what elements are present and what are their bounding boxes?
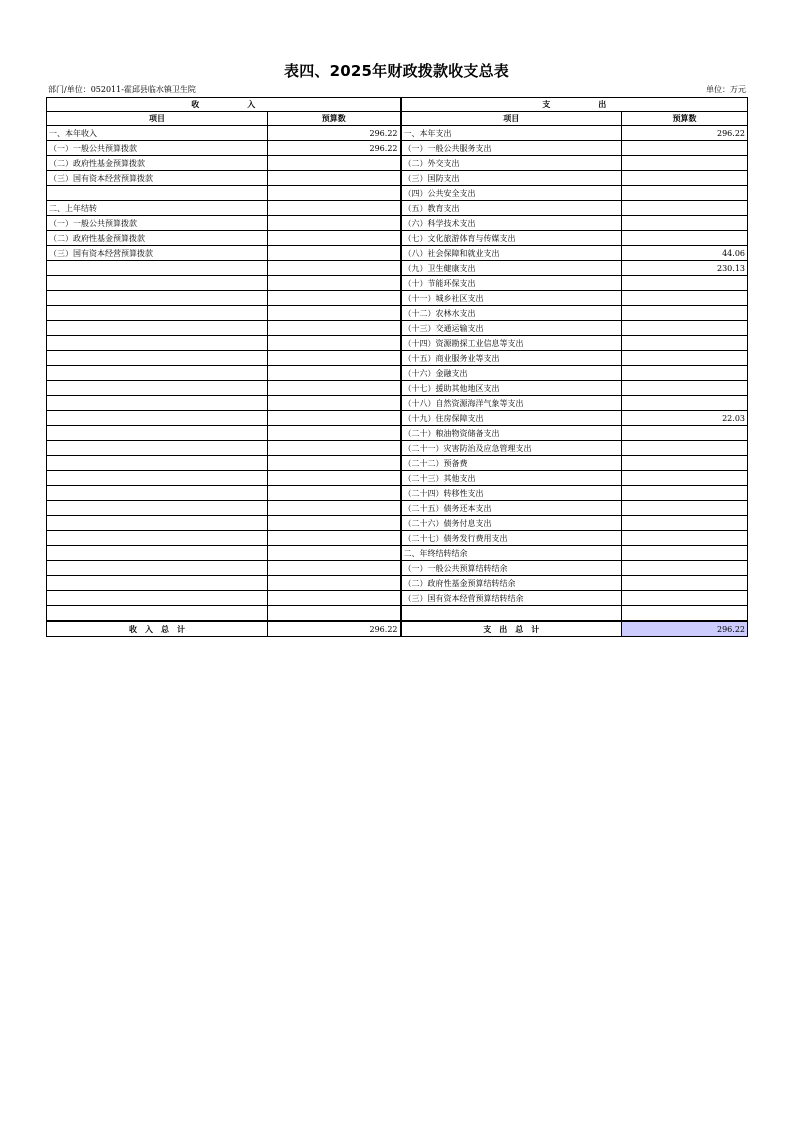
table-row (47, 576, 748, 591)
expense-amount-cell: 44.06 (622, 246, 748, 261)
table-row (47, 561, 748, 576)
income-item-cell (47, 381, 268, 396)
income-item-cell (47, 411, 268, 426)
income-item-cell (47, 561, 268, 576)
expense-item-cell: （四）公共安全支出 (401, 186, 622, 201)
table-row (47, 291, 748, 306)
expense-item-header: 项目 (401, 112, 622, 126)
income-item-cell (47, 546, 268, 561)
income-amount-cell (268, 381, 401, 396)
department-label: 部门/单位：052011-霍邱县临水镇卫生院 (48, 85, 196, 94)
expense-item-cell: （五）教育支出 (401, 201, 622, 216)
expense-amount-cell (622, 531, 748, 546)
expense-item-cell: （二）外交支出 (401, 156, 622, 171)
income-amount-cell (268, 201, 401, 216)
income-total-amount: 296.22 (268, 621, 401, 637)
table-row (47, 306, 748, 321)
expense-item-cell: （二十五）债务还本支出 (401, 501, 622, 516)
expense-amount-cell (622, 471, 748, 486)
expense-amount-cell (622, 426, 748, 441)
income-item-cell (47, 276, 268, 291)
income-item-cell (47, 336, 268, 351)
expense-amount-cell: 230.13 (622, 261, 748, 276)
table-row (47, 516, 748, 531)
expense-item-cell: （十）节能环保支出 (401, 276, 622, 291)
expense-amount-cell (622, 366, 748, 381)
expense-amount-header: 预算数 (622, 112, 748, 126)
income-amount-cell (268, 261, 401, 276)
income-amount-cell (268, 366, 401, 381)
income-amount-cell (268, 351, 401, 366)
table-row (47, 336, 748, 351)
income-item-cell (47, 486, 268, 501)
income-amount-cell (268, 216, 401, 231)
table-row (47, 141, 748, 156)
income-amount-cell (268, 486, 401, 501)
table-row (47, 486, 748, 501)
income-amount-cell (268, 396, 401, 411)
income-item-cell: 二、上年结转 (47, 201, 268, 216)
income-item-header: 项目 (47, 112, 268, 126)
income-item-cell: （三）国有资本经营预算拨款 (47, 171, 268, 186)
expense-item-cell: （二十）粮油物资储备支出 (401, 426, 622, 441)
totals-row (47, 621, 748, 637)
table-row (47, 171, 748, 186)
table-row (47, 261, 748, 276)
expense-amount-cell (622, 351, 748, 366)
income-amount-cell (268, 276, 401, 291)
income-amount-cell (268, 546, 401, 561)
income-item-cell: 一、本年收入 (47, 126, 268, 141)
income-item-cell (47, 576, 268, 591)
table-row (47, 186, 748, 201)
expense-item-cell: 二、年终结转结余 (401, 546, 622, 561)
expense-amount-cell (622, 291, 748, 306)
income-amount-cell (268, 321, 401, 336)
expense-amount-cell (622, 306, 748, 321)
table-row (47, 201, 748, 216)
expense-amount-cell (622, 501, 748, 516)
expense-item-cell: （二十一）灾害防治及应急管理支出 (401, 441, 622, 456)
column-header-row (47, 112, 748, 126)
expense-item-cell: （十三）交通运输支出 (401, 321, 622, 336)
expense-amount-cell (622, 171, 748, 186)
expense-item-cell: （十八）自然资源海洋气象等支出 (401, 396, 622, 411)
income-total-label: 收 入 总 计 (47, 621, 268, 637)
section-header-row (47, 98, 748, 112)
income-amount-cell (268, 576, 401, 591)
table-row (47, 156, 748, 171)
table-row (47, 276, 748, 291)
income-item-cell (47, 456, 268, 471)
income-item-cell (47, 516, 268, 531)
table-row (47, 366, 748, 381)
expense-item-cell: （一）一般公共服务支出 (401, 141, 622, 156)
expense-item-cell: （十五）商业服务业等支出 (401, 351, 622, 366)
income-amount-cell (268, 591, 401, 606)
expense-item-cell: （三）国防支出 (401, 171, 622, 186)
income-amount-cell (268, 231, 401, 246)
income-amount-cell (268, 501, 401, 516)
income-item-cell (47, 366, 268, 381)
table-row (47, 546, 748, 561)
expense-item-cell: （七）文化旅游体育与传媒支出 (401, 231, 622, 246)
income-amount-cell (268, 306, 401, 321)
expense-amount-cell (622, 561, 748, 576)
table-row (47, 231, 748, 246)
income-amount-cell (268, 171, 401, 186)
table-row (47, 216, 748, 231)
income-item-cell (47, 396, 268, 411)
expense-section-header: 支 出 (401, 98, 748, 112)
expense-item-cell: （十二）农林水支出 (401, 306, 622, 321)
income-amount-cell (268, 516, 401, 531)
expense-amount-cell (622, 156, 748, 171)
table-row (47, 531, 748, 546)
expense-amount-cell (622, 216, 748, 231)
income-amount-cell (268, 156, 401, 171)
expense-item-cell: （十一）城乡社区支出 (401, 291, 622, 306)
income-amount-cell (268, 246, 401, 261)
income-item-cell: （一）一般公共预算拨款 (47, 141, 268, 156)
income-item-cell (47, 441, 268, 456)
income-item-cell (47, 591, 268, 606)
expense-item-cell (401, 606, 622, 622)
table-row (47, 246, 748, 261)
table-row (47, 126, 748, 141)
table-row (47, 321, 748, 336)
expense-amount-cell (622, 516, 748, 531)
expense-item-cell: （二十二）预备费 (401, 456, 622, 471)
income-item-cell (47, 186, 268, 201)
budget-table (46, 97, 748, 637)
expense-amount-cell (622, 381, 748, 396)
table-row (47, 396, 748, 411)
expense-amount-cell (622, 606, 748, 622)
income-amount-cell (268, 531, 401, 546)
income-amount-cell (268, 426, 401, 441)
table-row (47, 441, 748, 456)
income-item-cell: （三）国有资本经营预算拨款 (47, 246, 268, 261)
income-amount-cell (268, 471, 401, 486)
page-title: 表四、2025年财政拨款收支总表 (284, 62, 509, 80)
income-item-cell (47, 531, 268, 546)
expense-item-cell: （三）国有资本经营预算结转结余 (401, 591, 622, 606)
expense-amount-cell (622, 321, 748, 336)
expense-amount-cell (622, 276, 748, 291)
income-item-cell (47, 351, 268, 366)
income-item-cell (47, 426, 268, 441)
income-amount-header: 预算数 (268, 112, 401, 126)
expense-item-cell: （八）社会保障和就业支出 (401, 246, 622, 261)
expense-amount-cell (622, 396, 748, 411)
income-item-cell: （二）政府性基金预算拨款 (47, 156, 268, 171)
expense-amount-cell (622, 576, 748, 591)
expense-item-cell: （十四）资源勘探工业信息等支出 (401, 336, 622, 351)
income-amount-cell (268, 411, 401, 426)
expense-total-amount: 296.22 (622, 621, 748, 637)
expense-amount-cell (622, 201, 748, 216)
income-amount-cell (268, 561, 401, 576)
expense-amount-cell (622, 231, 748, 246)
expense-total-label: 支 出 总 计 (401, 621, 622, 637)
expense-amount-cell (622, 336, 748, 351)
income-item-cell (47, 306, 268, 321)
expense-amount-cell: 22.03 (622, 411, 748, 426)
expense-amount-cell (622, 486, 748, 501)
expense-amount-cell (622, 441, 748, 456)
income-item-cell (47, 606, 268, 622)
expense-item-cell: （六）科学技术支出 (401, 216, 622, 231)
expense-amount-cell (622, 186, 748, 201)
income-amount-cell (268, 441, 401, 456)
table-row (47, 426, 748, 441)
expense-amount-cell (622, 546, 748, 561)
unit-label: 单位：万元 (706, 85, 746, 94)
expense-item-cell: （二十四）转移性支出 (401, 486, 622, 501)
income-item-cell: （二）政府性基金预算拨款 (47, 231, 268, 246)
income-item-cell: （一）一般公共预算拨款 (47, 216, 268, 231)
income-item-cell (47, 261, 268, 276)
income-item-cell (47, 291, 268, 306)
expense-item-cell: （十六）金融支出 (401, 366, 622, 381)
income-amount-cell: 296.22 (268, 141, 401, 156)
income-item-cell (47, 471, 268, 486)
income-amount-cell (268, 336, 401, 351)
expense-item-cell: （九）卫生健康支出 (401, 261, 622, 276)
income-amount-cell (268, 606, 401, 622)
expense-item-cell: （十九）住房保障支出 (401, 411, 622, 426)
income-section-header: 收 入 (47, 98, 401, 112)
expense-item-cell: （二十七）债务发行费用支出 (401, 531, 622, 546)
table-row (47, 606, 748, 622)
income-amount-cell (268, 291, 401, 306)
table-row (47, 351, 748, 366)
expense-item-cell: 一、本年支出 (401, 126, 622, 141)
expense-item-cell: （十七）援助其他地区支出 (401, 381, 622, 396)
income-amount-cell: 296.22 (268, 126, 401, 141)
table-row (47, 456, 748, 471)
income-amount-cell (268, 186, 401, 201)
table-row (47, 501, 748, 516)
income-item-cell (47, 321, 268, 336)
table-row (47, 411, 748, 426)
table-row (47, 591, 748, 606)
expense-amount-cell (622, 456, 748, 471)
table-row (47, 471, 748, 486)
expense-item-cell: （二）政府性基金预算结转结余 (401, 576, 622, 591)
table-row (47, 381, 748, 396)
expense-item-cell: （二十六）债务付息支出 (401, 516, 622, 531)
expense-item-cell: （二十三）其他支出 (401, 471, 622, 486)
expense-amount-cell (622, 141, 748, 156)
expense-item-cell: （一）一般公共预算结转结余 (401, 561, 622, 576)
expense-amount-cell: 296.22 (622, 126, 748, 141)
income-amount-cell (268, 456, 401, 471)
income-item-cell (47, 501, 268, 516)
expense-amount-cell (622, 591, 748, 606)
